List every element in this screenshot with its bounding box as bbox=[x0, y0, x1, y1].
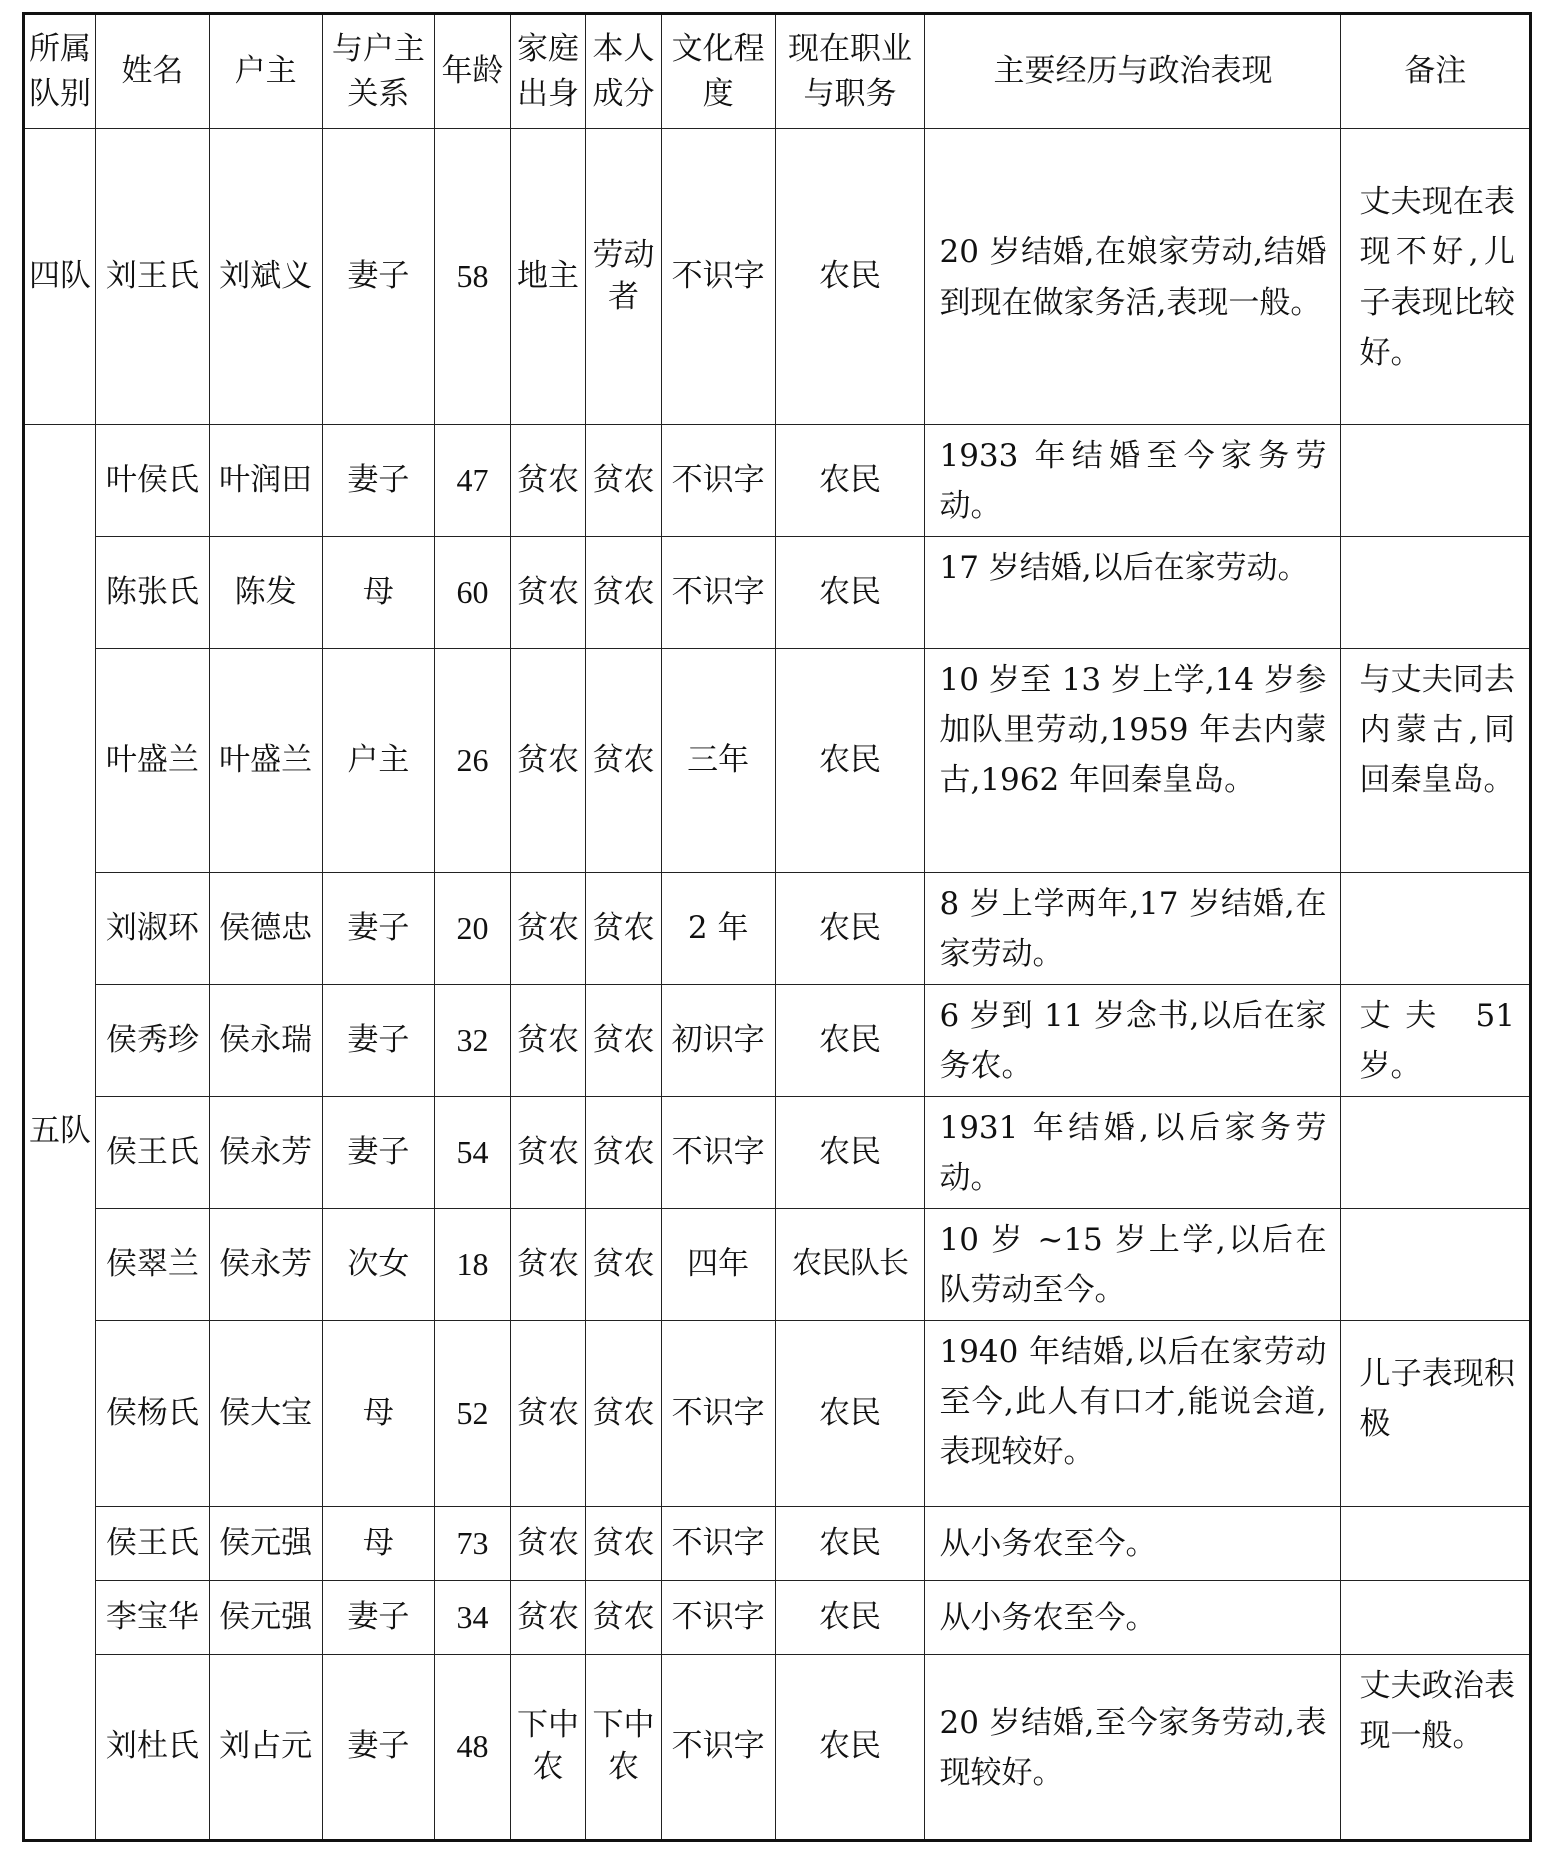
education-cell: 不识字 bbox=[661, 1321, 775, 1507]
origin-cell: 贫农 bbox=[510, 985, 586, 1097]
table-row bbox=[24, 985, 1531, 1097]
origin-cell: 地主 bbox=[510, 129, 586, 425]
header-team: 所属队别 bbox=[24, 14, 96, 129]
header-education: 文化程度 bbox=[661, 14, 775, 129]
origin-cell: 贫农 bbox=[510, 1209, 586, 1321]
education-cell: 不识字 bbox=[661, 129, 775, 425]
head-cell: 侯德忠 bbox=[209, 873, 322, 985]
team-cell: 四队 bbox=[24, 129, 96, 425]
education-cell: 不识字 bbox=[661, 537, 775, 649]
remarks-cell: 与丈夫同去内蒙古,同回秦皇岛。 bbox=[1341, 649, 1531, 873]
relation-cell: 妻子 bbox=[322, 1655, 435, 1841]
table-row bbox=[24, 1321, 1531, 1507]
origin-cell: 贫农 bbox=[510, 1321, 586, 1507]
relation-cell: 妻子 bbox=[322, 1581, 435, 1655]
age-cell: 47 bbox=[435, 425, 511, 537]
status-cell: 贫农 bbox=[586, 649, 662, 873]
history-cell: 8 岁上学两年,17 岁结婚,在家劳动。 bbox=[925, 873, 1341, 985]
table-row bbox=[24, 1209, 1531, 1321]
head-cell: 侯永芳 bbox=[209, 1097, 322, 1209]
education-cell: 不识字 bbox=[661, 1655, 775, 1841]
origin-cell: 贫农 bbox=[510, 537, 586, 649]
name-cell: 侯王氏 bbox=[95, 1507, 209, 1581]
history-cell: 1933 年结婚至今家务劳动。 bbox=[925, 425, 1341, 537]
status-cell: 贫农 bbox=[586, 537, 662, 649]
relation-cell: 母 bbox=[322, 1507, 435, 1581]
remarks-cell bbox=[1341, 1209, 1531, 1321]
relation-cell: 母 bbox=[322, 537, 435, 649]
header-family-origin: 家庭出身 bbox=[510, 14, 586, 129]
header-personal-status: 本人成分 bbox=[586, 14, 662, 129]
history-cell: 10 岁 ~15 岁上学,以后在队劳动至今。 bbox=[925, 1209, 1341, 1321]
name-cell: 李宝华 bbox=[95, 1581, 209, 1655]
table-row bbox=[24, 425, 1531, 537]
remarks-cell bbox=[1341, 537, 1531, 649]
history-cell: 20 岁结婚,在娘家劳动,结婚到现在做家务活,表现一般。 bbox=[925, 129, 1341, 425]
history-cell: 1931 年结婚,以后家务劳动。 bbox=[925, 1097, 1341, 1209]
age-cell: 60 bbox=[435, 537, 511, 649]
history-cell: 1940 年结婚,以后在家劳动至今,此人有口才,能说会道,表现较好。 bbox=[925, 1321, 1341, 1507]
status-cell: 贫农 bbox=[586, 425, 662, 537]
age-cell: 26 bbox=[435, 649, 511, 873]
table-row bbox=[24, 1581, 1531, 1655]
age-cell: 48 bbox=[435, 1655, 511, 1841]
household-register-table bbox=[22, 12, 1532, 1842]
occupation-cell: 农民 bbox=[775, 1321, 925, 1507]
relation-cell: 母 bbox=[322, 1321, 435, 1507]
remarks-cell: 儿子表现积极 bbox=[1341, 1321, 1531, 1507]
origin-cell: 贫农 bbox=[510, 1581, 586, 1655]
occupation-cell: 农民 bbox=[775, 129, 925, 425]
table-row bbox=[24, 129, 1531, 425]
age-cell: 34 bbox=[435, 1581, 511, 1655]
history-cell: 10 岁至 13 岁上学,14 岁参加队里劳动,1959 年去内蒙古,1962 年回秦皇岛。 bbox=[925, 649, 1341, 873]
age-cell: 73 bbox=[435, 1507, 511, 1581]
status-cell: 劳动者 bbox=[586, 129, 662, 425]
head-cell: 侯元强 bbox=[209, 1581, 322, 1655]
table-row bbox=[24, 537, 1531, 649]
education-cell: 四年 bbox=[661, 1209, 775, 1321]
team-cell: 五队 bbox=[24, 425, 96, 1841]
head-cell: 侯永芳 bbox=[209, 1209, 322, 1321]
occupation-cell: 农民 bbox=[775, 425, 925, 537]
origin-cell: 下中农 bbox=[510, 1655, 586, 1841]
education-cell: 初识字 bbox=[661, 985, 775, 1097]
occupation-cell: 农民 bbox=[775, 1581, 925, 1655]
remarks-cell bbox=[1341, 873, 1531, 985]
history-cell: 从小务农至今。 bbox=[925, 1507, 1341, 1581]
age-cell: 54 bbox=[435, 1097, 511, 1209]
table-row bbox=[24, 649, 1531, 873]
relation-cell: 妻子 bbox=[322, 129, 435, 425]
status-cell: 下中农 bbox=[586, 1655, 662, 1841]
head-cell: 侯元强 bbox=[209, 1507, 322, 1581]
origin-cell: 贫农 bbox=[510, 425, 586, 537]
document-page bbox=[22, 12, 1532, 1842]
age-cell: 58 bbox=[435, 129, 511, 425]
header-relation: 与户主关系 bbox=[322, 14, 435, 129]
header-remarks: 备注 bbox=[1341, 14, 1531, 129]
education-cell: 三年 bbox=[661, 649, 775, 873]
education-cell: 2 年 bbox=[661, 873, 775, 985]
history-cell: 从小务农至今。 bbox=[925, 1581, 1341, 1655]
history-cell: 6 岁到 11 岁念书,以后在家务农。 bbox=[925, 985, 1341, 1097]
education-cell: 不识字 bbox=[661, 1581, 775, 1655]
relation-cell: 户主 bbox=[322, 649, 435, 873]
name-cell: 刘王氏 bbox=[95, 129, 209, 425]
head-cell: 陈发 bbox=[209, 537, 322, 649]
origin-cell: 贫农 bbox=[510, 1097, 586, 1209]
remarks-cell: 丈夫政治表现一般。 bbox=[1341, 1655, 1531, 1841]
remarks-cell: 丈夫 51 岁。 bbox=[1341, 985, 1531, 1097]
header-occupation: 现在职业与职务 bbox=[775, 14, 925, 129]
header-history: 主要经历与政治表现 bbox=[925, 14, 1341, 129]
relation-cell: 妻子 bbox=[322, 425, 435, 537]
origin-cell: 贫农 bbox=[510, 649, 586, 873]
name-cell: 刘杜氏 bbox=[95, 1655, 209, 1841]
education-cell: 不识字 bbox=[661, 425, 775, 537]
origin-cell: 贫农 bbox=[510, 873, 586, 985]
relation-cell: 妻子 bbox=[322, 873, 435, 985]
relation-cell: 妻子 bbox=[322, 985, 435, 1097]
table-row bbox=[24, 1507, 1531, 1581]
remarks-cell bbox=[1341, 1581, 1531, 1655]
occupation-cell: 农民 bbox=[775, 1655, 925, 1841]
name-cell: 侯杨氏 bbox=[95, 1321, 209, 1507]
age-cell: 20 bbox=[435, 873, 511, 985]
name-cell: 刘淑环 bbox=[95, 873, 209, 985]
header-name: 姓名 bbox=[95, 14, 209, 129]
table-row bbox=[24, 1097, 1531, 1209]
status-cell: 贫农 bbox=[586, 873, 662, 985]
name-cell: 叶侯氏 bbox=[95, 425, 209, 537]
age-cell: 52 bbox=[435, 1321, 511, 1507]
head-cell: 侯大宝 bbox=[209, 1321, 322, 1507]
header-row bbox=[24, 14, 1531, 129]
head-cell: 侯永瑞 bbox=[209, 985, 322, 1097]
table-row bbox=[24, 873, 1531, 985]
occupation-cell: 农民队长 bbox=[775, 1209, 925, 1321]
header-household-head: 户主 bbox=[209, 14, 322, 129]
education-cell: 不识字 bbox=[661, 1507, 775, 1581]
name-cell: 侯翠兰 bbox=[95, 1209, 209, 1321]
head-cell: 刘占元 bbox=[209, 1655, 322, 1841]
occupation-cell: 农民 bbox=[775, 1097, 925, 1209]
name-cell: 侯秀珍 bbox=[95, 985, 209, 1097]
age-cell: 18 bbox=[435, 1209, 511, 1321]
history-cell: 17 岁结婚,以后在家劳动。 bbox=[925, 537, 1341, 649]
remarks-cell: 丈夫现在表现不好,儿子表现比较好。 bbox=[1341, 129, 1531, 425]
remarks-cell bbox=[1341, 1507, 1531, 1581]
relation-cell: 妻子 bbox=[322, 1097, 435, 1209]
status-cell: 贫农 bbox=[586, 1321, 662, 1507]
occupation-cell: 农民 bbox=[775, 1507, 925, 1581]
name-cell: 叶盛兰 bbox=[95, 649, 209, 873]
origin-cell: 贫农 bbox=[510, 1507, 586, 1581]
status-cell: 贫农 bbox=[586, 1209, 662, 1321]
status-cell: 贫农 bbox=[586, 1097, 662, 1209]
remarks-cell bbox=[1341, 1097, 1531, 1209]
occupation-cell: 农民 bbox=[775, 649, 925, 873]
occupation-cell: 农民 bbox=[775, 873, 925, 985]
status-cell: 贫农 bbox=[586, 1507, 662, 1581]
table-row bbox=[24, 1655, 1531, 1841]
status-cell: 贫农 bbox=[586, 1581, 662, 1655]
header-age: 年龄 bbox=[435, 14, 511, 129]
education-cell: 不识字 bbox=[661, 1097, 775, 1209]
occupation-cell: 农民 bbox=[775, 985, 925, 1097]
head-cell: 叶润田 bbox=[209, 425, 322, 537]
relation-cell: 次女 bbox=[322, 1209, 435, 1321]
remarks-cell bbox=[1341, 425, 1531, 537]
age-cell: 32 bbox=[435, 985, 511, 1097]
head-cell: 刘斌义 bbox=[209, 129, 322, 425]
name-cell: 陈张氏 bbox=[95, 537, 209, 649]
occupation-cell: 农民 bbox=[775, 537, 925, 649]
name-cell: 侯王氏 bbox=[95, 1097, 209, 1209]
head-cell: 叶盛兰 bbox=[209, 649, 322, 873]
status-cell: 贫农 bbox=[586, 985, 662, 1097]
history-cell: 20 岁结婚,至今家务劳动,表现较好。 bbox=[925, 1655, 1341, 1841]
